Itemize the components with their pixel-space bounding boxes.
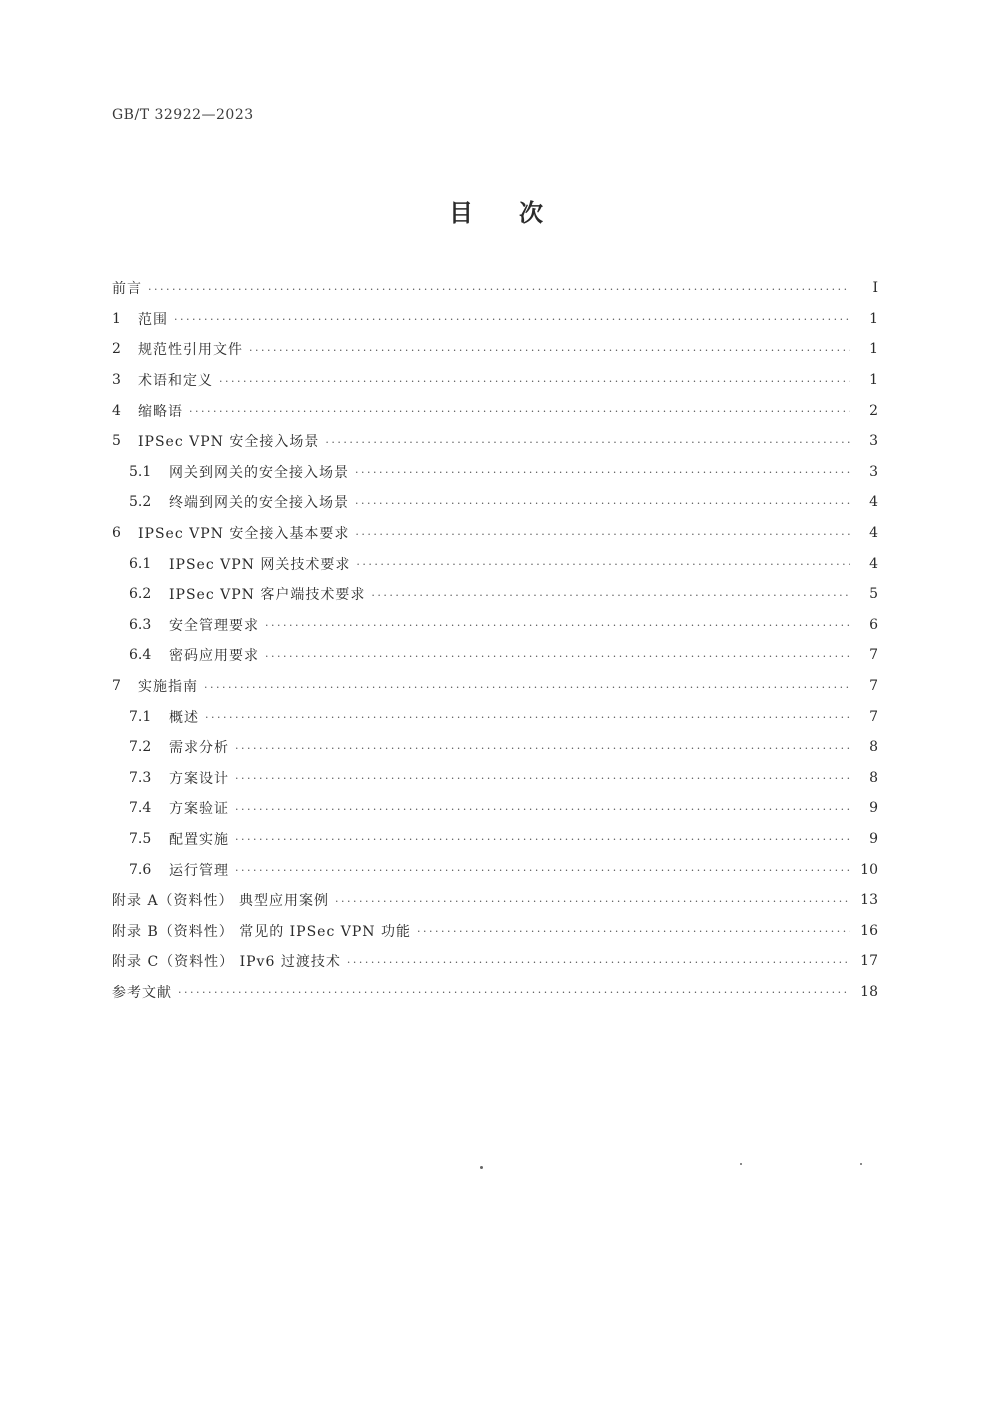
table-of-contents (112, 273, 878, 1007)
toc-entry-number: 5.2 (129, 494, 152, 511)
toc-leader-dots (265, 650, 850, 663)
toc-entry-page: 18 (860, 983, 878, 1000)
toc-entry[interactable] (112, 487, 878, 518)
toc-entry[interactable] (112, 518, 878, 549)
toc-leader-dots (189, 405, 850, 418)
toc-entry-title: 参考文献 (112, 984, 172, 1001)
toc-entry-page: 16 (860, 922, 878, 939)
toc-entry-title: IPSec VPN 客户端技术要求 (169, 587, 366, 604)
toc-entry-title: 实施指南 (138, 679, 198, 696)
toc-entry-number: 7.4 (129, 800, 152, 817)
toc-entry-page: 7 (869, 708, 878, 725)
toc-entry-title: IPSec VPN 安全接入场景 (138, 434, 320, 451)
toc-entry-title: 前言 (112, 281, 142, 298)
toc-entry-number: 6.1 (129, 555, 152, 572)
toc-entry-page: 1 (869, 372, 878, 389)
toc-entry-number: 7.3 (129, 769, 152, 786)
toc-entry-page: 4 (869, 494, 878, 511)
toc-leader-dots (148, 283, 850, 296)
toc-leader-dots (205, 711, 850, 724)
toc-leader-dots (347, 956, 850, 969)
toc-entry-title: 需求分析 (169, 740, 229, 757)
toc-entry-title: 术语和定义 (138, 373, 213, 390)
toc-entry[interactable] (112, 701, 878, 732)
toc-leader-dots (355, 466, 850, 479)
toc-entry[interactable] (112, 395, 878, 426)
toc-entry-title: 规范性引用文件 (138, 342, 243, 359)
toc-entry-page: 3 (869, 463, 878, 480)
toc-entry-page: Ⅰ (872, 280, 878, 297)
toc-entry[interactable] (112, 304, 878, 335)
toc-entry-title: 密码应用要求 (169, 648, 259, 665)
toc-entry-page: 13 (860, 892, 878, 909)
toc-leader-dots (219, 375, 850, 388)
toc-leader-dots (355, 497, 850, 510)
toc-entry-page: 1 (869, 341, 878, 358)
toc-entry-number: 4 (112, 402, 121, 419)
toc-entry[interactable] (112, 915, 878, 946)
toc-leader-dots (265, 619, 850, 632)
scan-speck (480, 1166, 483, 1169)
toc-entry[interactable] (112, 732, 878, 763)
toc-entry-title: 配置实施 (169, 831, 229, 848)
toc-entry-page: 7 (869, 647, 878, 664)
toc-entry-number: 1 (112, 310, 121, 327)
toc-entry-page: 3 (869, 433, 878, 450)
toc-entry-title: 网关到网关的安全接入场景 (169, 464, 349, 481)
toc-entry[interactable] (112, 640, 878, 671)
toc-entry-title: 缩略语 (138, 403, 183, 420)
toc-entry[interactable] (112, 854, 878, 885)
toc-entry[interactable] (112, 793, 878, 824)
toc-entry-page: 9 (869, 800, 878, 817)
toc-entry-number: 5.1 (129, 463, 152, 480)
toc-entry-number: 7 (112, 678, 121, 695)
toc-entry-title: 方案设计 (169, 770, 229, 787)
toc-entry-page: 8 (869, 769, 878, 786)
toc-entry-title: 附录 A（资料性） 典型应用案例 (112, 893, 330, 910)
toc-entry-page: 1 (869, 310, 878, 327)
toc-entry-number: 6 (112, 525, 121, 542)
toc-entry-page: 4 (869, 525, 878, 542)
toc-entry[interactable] (112, 334, 878, 365)
toc-entry-number: 7.1 (129, 708, 152, 725)
toc-leader-dots (356, 558, 850, 571)
toc-entry-number: 6.2 (129, 586, 152, 603)
toc-entry[interactable] (112, 548, 878, 579)
toc-entry-title: IPSec VPN 网关技术要求 (169, 556, 351, 573)
toc-entry-number: 2 (112, 341, 121, 358)
page-title: 目次 (449, 198, 589, 227)
toc-leader-dots (178, 986, 850, 999)
toc-entry-page: 10 (860, 861, 878, 878)
toc-leader-dots (204, 681, 850, 694)
toc-entry-page: 5 (869, 586, 878, 603)
toc-entry-number: 5 (112, 433, 121, 450)
toc-leader-dots (325, 436, 850, 449)
toc-entry[interactable] (112, 457, 878, 488)
toc-entry-title: 附录 B（资料性） 常见的 IPSec VPN 功能 (112, 923, 411, 940)
toc-entry-page: 17 (860, 953, 878, 970)
toc-entry[interactable] (112, 610, 878, 641)
toc-entry[interactable] (112, 824, 878, 855)
toc-entry-number: 7.5 (129, 830, 152, 847)
toc-entry-page: 2 (869, 402, 878, 419)
toc-entry-page: 8 (869, 739, 878, 756)
toc-entry[interactable] (112, 977, 878, 1008)
toc-entry[interactable] (112, 365, 878, 396)
toc-leader-dots (249, 344, 850, 357)
document-id: GB/T 32922—2023 (112, 107, 254, 123)
toc-entry[interactable] (112, 763, 878, 794)
toc-entry-page: 4 (869, 555, 878, 572)
toc-entry-title: 运行管理 (169, 862, 229, 879)
toc-entry[interactable] (112, 273, 878, 304)
toc-entry-title: 方案验证 (169, 801, 229, 818)
toc-entry[interactable] (112, 426, 878, 457)
toc-entry-title: 终端到网关的安全接入场景 (169, 495, 349, 512)
toc-leader-dots (235, 864, 850, 877)
toc-entry-title: 附录 C（资料性） IPv6 过渡技术 (112, 954, 341, 971)
toc-entry-page: 7 (869, 678, 878, 695)
toc-entry[interactable] (112, 579, 878, 610)
toc-entry-number: 6.3 (129, 616, 152, 633)
scan-speck (860, 1163, 862, 1165)
toc-leader-dots (174, 313, 850, 326)
toc-leader-dots (235, 772, 850, 785)
toc-leader-dots (335, 895, 850, 908)
toc-entry-number: 3 (112, 372, 121, 389)
toc-entry[interactable] (112, 671, 878, 702)
toc-entry-title: 概述 (169, 709, 199, 726)
toc-leader-dots (355, 528, 850, 541)
toc-leader-dots (235, 803, 850, 816)
toc-leader-dots (371, 589, 850, 602)
scan-speck (740, 1163, 742, 1165)
toc-entry-title: 范围 (138, 311, 168, 328)
toc-entry-number: 7.2 (129, 739, 152, 756)
toc-entry-title: IPSec VPN 安全接入基本要求 (138, 526, 350, 543)
toc-entry[interactable] (112, 885, 878, 916)
toc-entry-title: 安全管理要求 (169, 617, 259, 634)
toc-entry-number: 6.4 (129, 647, 152, 664)
toc-entry-page: 9 (869, 830, 878, 847)
toc-entry-number: 7.6 (129, 861, 152, 878)
toc-entry-page: 6 (869, 616, 878, 633)
toc-leader-dots (417, 925, 850, 938)
toc-entry[interactable] (112, 946, 878, 977)
toc-leader-dots (235, 742, 850, 755)
toc-leader-dots (235, 833, 850, 846)
